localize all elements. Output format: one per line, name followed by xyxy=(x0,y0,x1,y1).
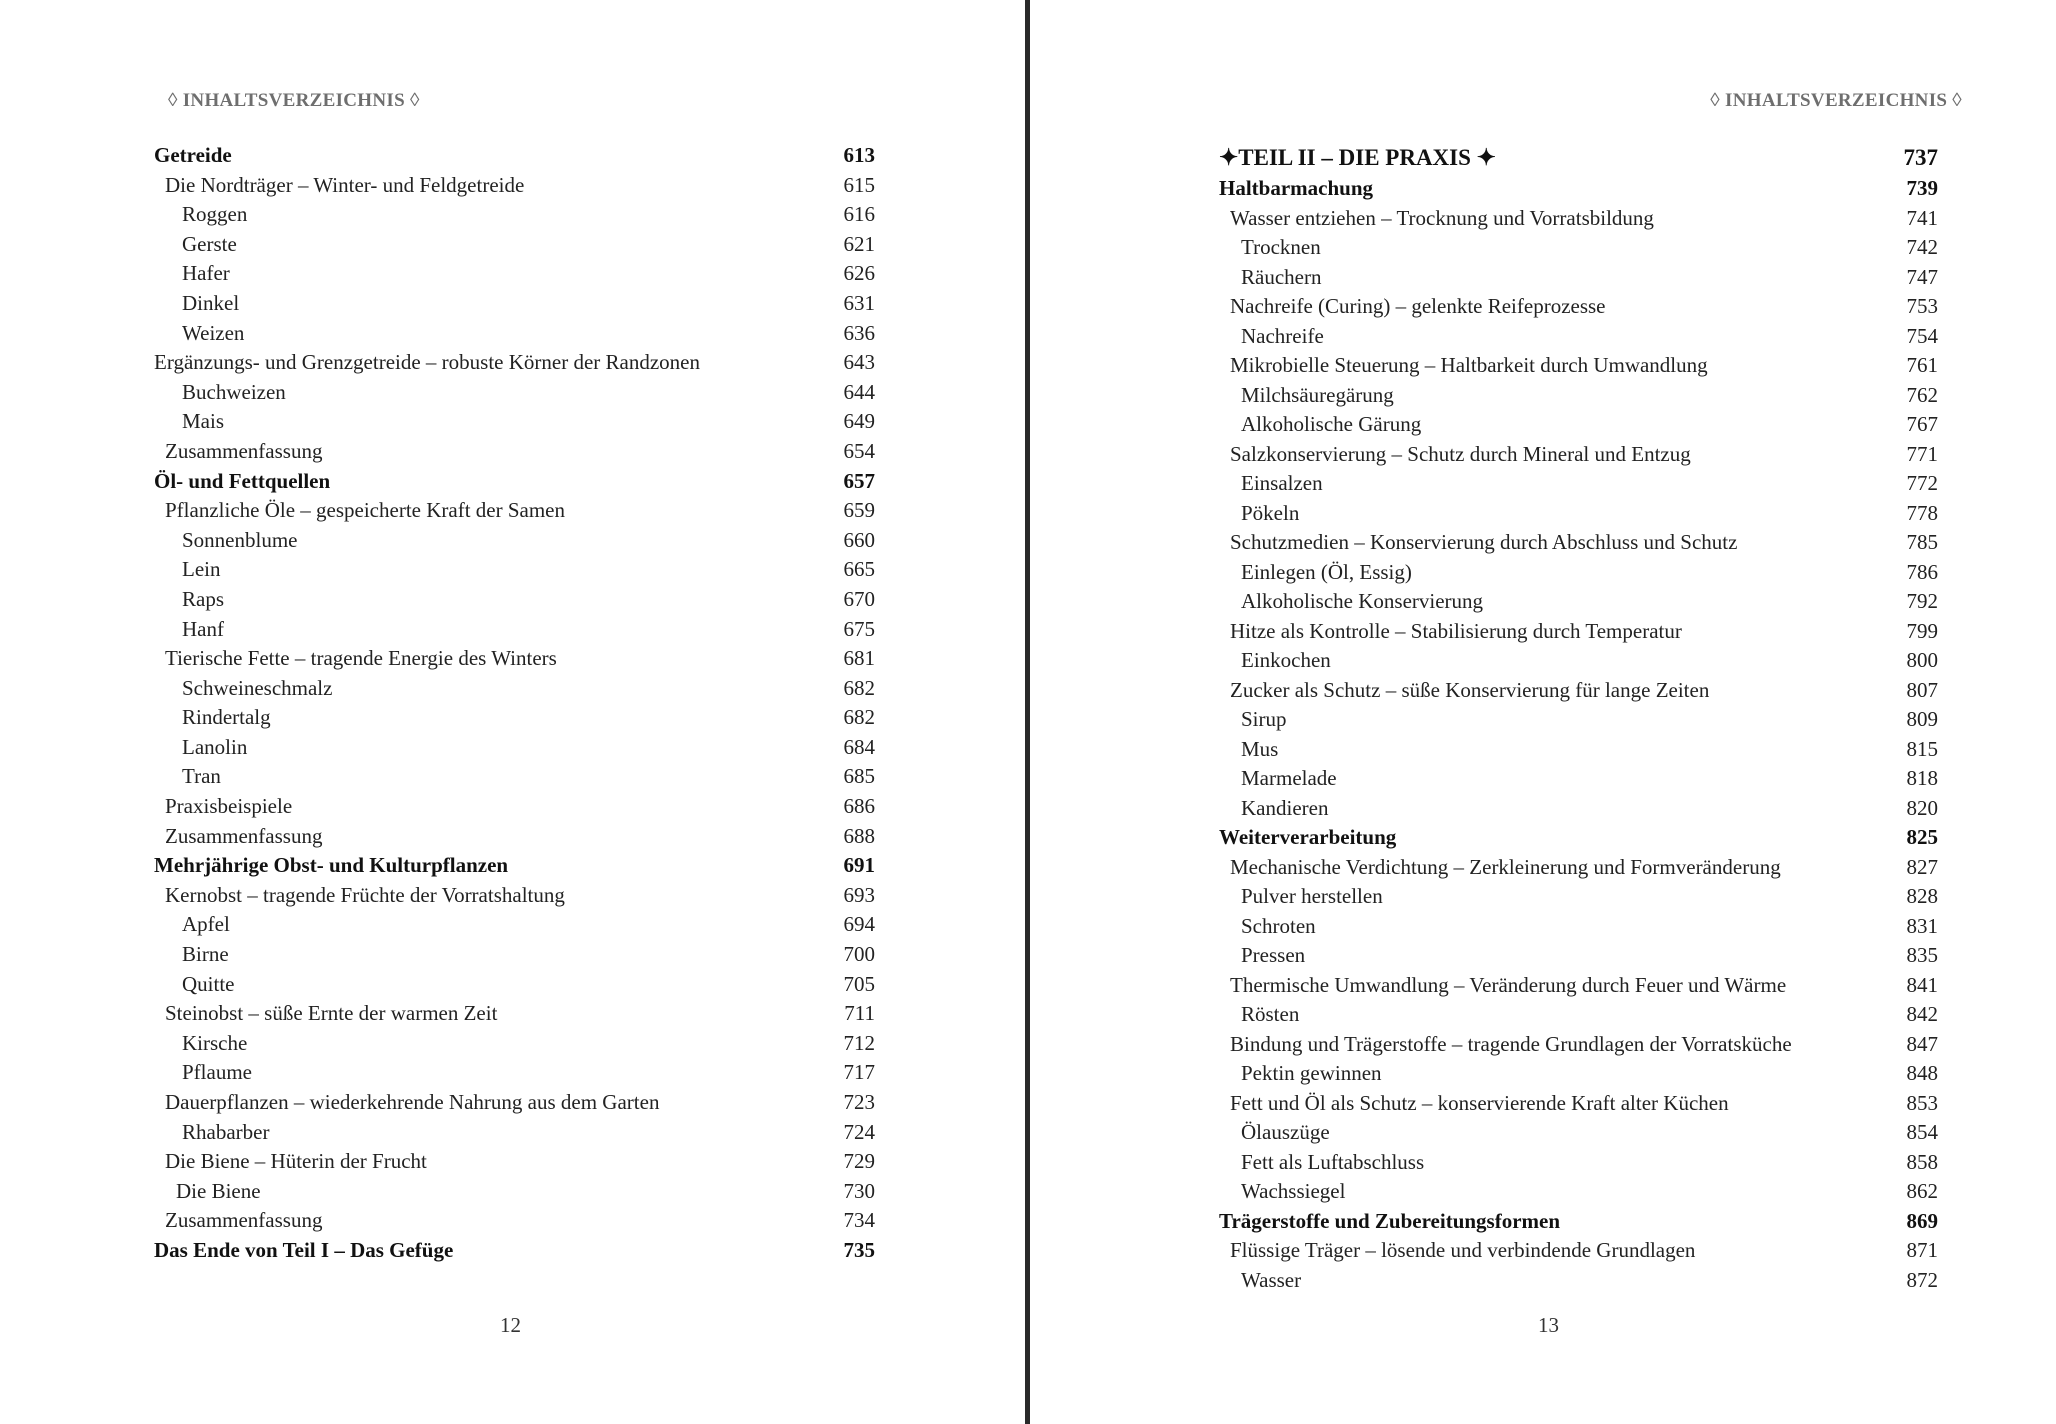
toc-entry-title: Hanf xyxy=(182,616,224,641)
toc-entry[interactable] xyxy=(1219,971,1938,1001)
toc-entry-title: Rhabarber xyxy=(182,1119,270,1144)
toc-entry-page: 754 xyxy=(1906,323,1938,348)
toc-entry[interactable] xyxy=(154,851,875,881)
toc-entry-page: 842 xyxy=(1906,1002,1938,1026)
toc-entry[interactable] xyxy=(1219,1089,1938,1119)
toc-entry[interactable] xyxy=(154,1118,875,1148)
toc-entry-page: 700 xyxy=(843,942,875,967)
toc-entry[interactable] xyxy=(154,1147,875,1177)
toc-entry[interactable] xyxy=(154,141,875,171)
toc-entry[interactable] xyxy=(1219,1236,1938,1266)
toc-entry[interactable] xyxy=(1219,469,1938,499)
toc-entry-page: 734 xyxy=(843,1208,875,1233)
toc-entry[interactable] xyxy=(154,674,875,704)
toc-entry-title: Zusammenfassung xyxy=(165,1208,323,1233)
toc-entry-page: 682 xyxy=(843,675,875,700)
toc-entry-page: 717 xyxy=(843,1060,875,1085)
toc-entry-title: Gerste xyxy=(182,231,237,256)
toc-entry[interactable] xyxy=(154,526,875,556)
toc-entry[interactable] xyxy=(154,230,875,260)
toc-entry-page: 643 xyxy=(843,350,875,375)
toc-entry-title: Trägerstoffe und Zubereitungsformen xyxy=(1219,1208,1561,1233)
toc-entry[interactable] xyxy=(154,1236,875,1266)
toc-entry-page: 792 xyxy=(1906,589,1938,613)
toc-entry[interactable] xyxy=(1219,764,1938,794)
toc-entry-title: Sonnenblume xyxy=(182,527,298,552)
toc-entry-title: Rösten xyxy=(1241,1002,1300,1026)
toc-entry-page: 835 xyxy=(1906,943,1938,967)
toc-entry-title: Fett als Luftabschluss xyxy=(1241,1149,1425,1174)
toc-entry-page: 854 xyxy=(1906,1120,1938,1144)
toc-entry-title: Wasser entziehen – Trocknung und Vorratsbildung xyxy=(1230,205,1654,230)
toc-entry-title: Trocknen xyxy=(1241,235,1321,259)
toc-entry-page: 631 xyxy=(843,290,875,315)
toc-entry[interactable] xyxy=(154,940,875,970)
toc-entry-title: Sirup xyxy=(1241,707,1287,731)
toc-entry-title: Getreide xyxy=(154,143,232,167)
toc-entry[interactable] xyxy=(154,259,875,289)
toc-entry-title: Die Nordträger – Winter- und Feldgetreide xyxy=(165,172,525,197)
toc-entry-title: Weizen xyxy=(182,320,245,345)
toc-entry[interactable] xyxy=(154,585,875,615)
toc-entry-title: Weiterverarbeitung xyxy=(1219,825,1397,849)
toc-entry-page: 670 xyxy=(843,586,875,611)
toc-entry-page: 831 xyxy=(1906,913,1938,938)
toc-entry-title: Wasser xyxy=(1241,1267,1302,1292)
toc-entry-page: 694 xyxy=(843,912,875,937)
toc-entry-page: 684 xyxy=(843,734,875,759)
toc-entry[interactable] xyxy=(1219,676,1938,706)
toc-entry[interactable] xyxy=(1219,735,1938,765)
toc-entry-title: Schroten xyxy=(1241,913,1316,938)
toc-entry-page: 785 xyxy=(1906,530,1938,554)
toc-entry-page: 818 xyxy=(1906,766,1938,790)
toc-entry[interactable] xyxy=(154,910,875,940)
toc-entry-title: Alkoholische Gärung xyxy=(1241,412,1422,436)
toc-entry-page: 675 xyxy=(843,616,875,641)
toc-entry-title: Lanolin xyxy=(182,734,248,759)
toc-entry-page: 711 xyxy=(844,1001,875,1026)
toc-entry-title: Zusammenfassung xyxy=(165,823,323,848)
toc-entry-page: 615 xyxy=(843,172,875,197)
toc-entry-title: Thermische Umwandlung – Veränderung durch Feuer und Wärme xyxy=(1230,972,1787,997)
toc-entry-title: Tran xyxy=(182,764,221,789)
toc-entry-title: Einlegen (Öl, Essig) xyxy=(1241,559,1412,584)
toc-entry-title: Lein xyxy=(182,557,221,582)
toc-entry-title: Dinkel xyxy=(182,290,240,315)
toc-entry-page: 730 xyxy=(843,1178,875,1203)
toc-entry-title: Ölauszüge xyxy=(1241,1120,1330,1144)
toc-entry-title: Pektin gewinnen xyxy=(1241,1061,1382,1085)
toc-entry-page: 636 xyxy=(843,320,875,345)
toc-entry-page: 685 xyxy=(843,764,875,789)
book-gutter-divider xyxy=(1025,0,1030,1424)
toc-entry-page: 872 xyxy=(1906,1267,1938,1292)
toc-entry-page: 771 xyxy=(1906,441,1938,466)
toc-entry-title: Pökeln xyxy=(1241,500,1300,525)
toc-entry-title: Salzkonservierung – Schutz durch Mineral und Entzug xyxy=(1230,441,1691,466)
toc-entry-page: 741 xyxy=(1906,205,1938,230)
toc-entry-page: 613 xyxy=(843,143,875,167)
toc-entry[interactable] xyxy=(1219,794,1938,824)
toc-entry[interactable] xyxy=(154,703,875,733)
toc-entry-title: Ergänzungs- und Grenzgetreide – robuste Körner der Randzonen xyxy=(154,350,700,375)
toc-entry-page: 693 xyxy=(843,882,875,907)
toc-entry[interactable] xyxy=(1219,646,1938,676)
toc-entry-title: Kirsche xyxy=(182,1030,248,1055)
toc-entry[interactable] xyxy=(1219,587,1938,617)
toc-entry[interactable] xyxy=(1219,823,1938,853)
toc-entry[interactable] xyxy=(154,437,875,467)
toc-entry[interactable] xyxy=(1219,440,1938,470)
toc-entry-title: Roggen xyxy=(182,202,248,227)
toc-entry[interactable] xyxy=(1219,528,1938,558)
toc-entry[interactable] xyxy=(1219,705,1938,735)
toc-entry-page: 847 xyxy=(1906,1031,1938,1056)
toc-entry[interactable] xyxy=(1219,263,1938,293)
toc-entry-page: 827 xyxy=(1906,854,1938,879)
toc-entry-title: Hafer xyxy=(182,261,230,286)
toc-entry-title: Pflanzliche Öle – gespeicherte Kraft der Samen xyxy=(165,498,565,523)
toc-entry-title: Tierische Fette – tragende Energie des Winters xyxy=(165,646,557,671)
toc-entry-title: Praxisbeispiele xyxy=(165,794,293,819)
toc-entry-page: 747 xyxy=(1906,264,1938,289)
toc-entry-title: Apfel xyxy=(182,912,230,937)
toc-entry[interactable] xyxy=(1219,1177,1938,1207)
toc-entry[interactable] xyxy=(154,615,875,645)
toc-entry-page: 682 xyxy=(843,705,875,730)
toc-entry[interactable] xyxy=(154,319,875,349)
toc-entry-page: 871 xyxy=(1906,1238,1938,1262)
toc-entry-title: Nachreife (Curing) – gelenkte Reifeprozesse xyxy=(1230,294,1606,318)
toc-entry[interactable] xyxy=(154,200,875,230)
toc-entry-page: 724 xyxy=(843,1119,875,1144)
toc-entry-page: 862 xyxy=(1906,1179,1938,1203)
toc-entry-page: 723 xyxy=(843,1090,875,1114)
left-page xyxy=(0,0,1024,1424)
toc-list-right xyxy=(1219,141,1938,1295)
toc-entry-title: Einkochen xyxy=(1241,648,1331,672)
toc-entry[interactable] xyxy=(154,348,875,378)
toc-entry[interactable] xyxy=(1219,381,1938,411)
toc-entry[interactable] xyxy=(154,555,875,585)
toc-entry-page: 654 xyxy=(843,438,875,463)
toc-entry[interactable] xyxy=(154,792,875,822)
toc-entry-page: 649 xyxy=(843,409,875,434)
toc-entry-title: Haltbarmachung xyxy=(1219,176,1374,200)
toc-entry-title: Schweineschmalz xyxy=(182,675,333,700)
toc-entry[interactable] xyxy=(154,407,875,437)
toc-entry[interactable] xyxy=(1219,882,1938,912)
toc-entry[interactable] xyxy=(154,1029,875,1059)
toc-entry-title: Die Biene – Hüterin der Frucht xyxy=(165,1149,427,1174)
toc-entry-page: 807 xyxy=(1906,677,1938,702)
toc-entry-title: Dauerpflanzen – wiederkehrende Nahrung aus dem Garten xyxy=(165,1090,660,1114)
toc-entry[interactable] xyxy=(1219,558,1938,588)
toc-entry-title: Raps xyxy=(182,586,224,611)
toc-entry[interactable] xyxy=(154,496,875,526)
toc-entry-page: 858 xyxy=(1906,1149,1938,1174)
toc-entry-page: 761 xyxy=(1906,353,1938,377)
toc-entry-title: Steinobst – süße Ernte der warmen Zeit xyxy=(165,1001,498,1026)
toc-entry[interactable] xyxy=(154,1177,875,1207)
toc-entry-page: 841 xyxy=(1906,972,1938,997)
toc-entry-title: Öl- und Fettquellen xyxy=(154,468,331,493)
toc-entry-page: 737 xyxy=(1903,145,1938,170)
toc-entry[interactable] xyxy=(154,999,875,1029)
toc-entry-title: Zusammenfassung xyxy=(165,438,323,463)
toc-entry[interactable] xyxy=(1219,292,1938,322)
toc-entry-page: 626 xyxy=(843,261,875,286)
toc-entry-page: 686 xyxy=(843,794,875,819)
toc-entry-page: 762 xyxy=(1906,382,1938,407)
toc-entry-title: Zucker als Schutz – süße Konservierung für lange Zeiten xyxy=(1230,677,1710,702)
page-number-left: 12 xyxy=(500,1313,521,1337)
toc-entry[interactable] xyxy=(1219,233,1938,263)
toc-entry[interactable] xyxy=(154,1058,875,1088)
toc-entry-page: 820 xyxy=(1906,795,1938,820)
toc-entry[interactable] xyxy=(1219,174,1938,204)
toc-entry-page: 778 xyxy=(1906,500,1938,525)
toc-entry-title: Quitte xyxy=(182,971,235,996)
toc-entry-title: Kandieren xyxy=(1241,795,1329,820)
toc-entry-title: Bindung und Trägerstoffe – tragende Grundlagen der Vorratsküche xyxy=(1230,1031,1792,1056)
toc-entry[interactable] xyxy=(154,378,875,408)
toc-entry[interactable] xyxy=(1219,617,1938,647)
toc-entry[interactable] xyxy=(1219,1266,1938,1296)
toc-entry-title: Das Ende von Teil I – Das Gefüge xyxy=(154,1237,454,1262)
toc-entry-title: Flüssige Träger – lösende und verbindende Grundlagen xyxy=(1230,1238,1696,1262)
toc-entry-title: Wachssiegel xyxy=(1241,1179,1346,1203)
toc-entry-page: 712 xyxy=(843,1030,875,1055)
toc-entry-title: Mechanische Verdichtung – Zerkleinerung und Formveränderung xyxy=(1230,854,1781,879)
toc-entry[interactable] xyxy=(154,970,875,1000)
toc-entry-title: Hitze als Kontrolle – Stabilisierung durch Temperatur xyxy=(1230,618,1682,643)
toc-entry-title: Rindertalg xyxy=(182,705,271,730)
toc-entry[interactable] xyxy=(154,733,875,763)
toc-entry-page: 825 xyxy=(1906,825,1938,849)
toc-entry-page: 753 xyxy=(1906,294,1938,318)
toc-entry-page: 767 xyxy=(1906,412,1938,436)
toc-entry[interactable] xyxy=(1219,912,1938,942)
toc-entry-title: Milchsäuregärung xyxy=(1241,382,1394,407)
toc-entry-title: Mikrobielle Steuerung – Haltbarkeit durch Umwandlung xyxy=(1230,353,1708,377)
toc-entry-page: 681 xyxy=(843,646,875,671)
toc-entry-title: Pulver herstellen xyxy=(1241,884,1383,908)
toc-entry-page: 621 xyxy=(843,231,875,256)
toc-entry-page: 815 xyxy=(1906,736,1938,761)
toc-entry-title: Nachreife xyxy=(1241,323,1324,348)
toc-entry[interactable] xyxy=(154,644,875,674)
toc-entry-title: Pressen xyxy=(1241,943,1306,967)
right-page xyxy=(1031,0,2056,1424)
toc-entry-title: Die Biene xyxy=(176,1178,261,1203)
toc-entry-title: Birne xyxy=(182,942,229,967)
toc-entry[interactable] xyxy=(1219,1059,1938,1089)
toc-entry[interactable] xyxy=(1219,1030,1938,1060)
toc-entry[interactable] xyxy=(1219,141,1938,174)
toc-entry-title: Pflaume xyxy=(182,1060,252,1085)
toc-entry-page: 659 xyxy=(843,498,875,523)
toc-entry-page: 665 xyxy=(843,557,875,582)
toc-entry-title: Buchweizen xyxy=(182,379,286,404)
toc-entry-title: Fett und Öl als Schutz – konservierende Kraft alter Küchen xyxy=(1230,1090,1729,1115)
toc-entry-title: Mus xyxy=(1241,736,1279,761)
toc-entry-title: Räuchern xyxy=(1241,264,1322,289)
toc-entry-page: 729 xyxy=(843,1149,875,1174)
toc-entry-title: Schutzmedien – Konservierung durch Abschluss und Schutz xyxy=(1230,530,1738,554)
toc-entry-page: 786 xyxy=(1906,559,1938,584)
toc-entry-page: 869 xyxy=(1906,1208,1938,1233)
toc-entry[interactable] xyxy=(1219,941,1938,971)
toc-entry[interactable] xyxy=(1219,351,1938,381)
toc-entry-page: 739 xyxy=(1906,176,1938,200)
toc-entry-page: 772 xyxy=(1906,471,1938,495)
toc-entry-title: Alkoholische Konservierung xyxy=(1241,589,1484,613)
toc-entry[interactable] xyxy=(1219,853,1938,883)
toc-entry[interactable] xyxy=(154,1088,875,1118)
toc-entry-page: 828 xyxy=(1906,884,1938,908)
toc-entry[interactable] xyxy=(154,822,875,852)
toc-list-left xyxy=(154,141,875,1266)
toc-entry[interactable] xyxy=(1219,410,1938,440)
toc-entry[interactable] xyxy=(1219,322,1938,352)
toc-entry[interactable] xyxy=(154,467,875,497)
toc-entry-page: 660 xyxy=(843,527,875,552)
toc-entry[interactable] xyxy=(1219,1148,1938,1178)
toc-entry[interactable] xyxy=(154,171,875,201)
toc-entry[interactable] xyxy=(154,762,875,792)
toc-entry[interactable] xyxy=(154,289,875,319)
toc-entry[interactable] xyxy=(1219,1118,1938,1148)
toc-entry-page: 657 xyxy=(843,468,875,493)
toc-entry[interactable] xyxy=(1219,499,1938,529)
toc-entry-title: ✦TEIL II – DIE PRAXIS ✦ xyxy=(1219,145,1496,170)
toc-entry-title: Mehrjährige Obst- und Kulturpflanzen xyxy=(154,853,509,878)
toc-entry-title: Mais xyxy=(182,409,224,434)
toc-entry[interactable] xyxy=(1219,1207,1938,1237)
toc-entry[interactable] xyxy=(1219,204,1938,234)
running-header-left: ◊ INHALTSVERZEICHNIS ◊ xyxy=(168,90,420,111)
running-header-right: ◊ INHALTSVERZEICHNIS ◊ xyxy=(1710,90,1962,111)
toc-entry-title: Einsalzen xyxy=(1241,471,1323,495)
toc-entry-page: 616 xyxy=(843,202,875,227)
toc-entry-page: 742 xyxy=(1906,235,1938,259)
toc-entry-page: 800 xyxy=(1906,648,1938,672)
toc-entry-page: 691 xyxy=(843,853,875,878)
toc-entry-title: Kernobst – tragende Früchte der Vorratshaltung xyxy=(165,882,565,907)
toc-entry[interactable] xyxy=(1219,1000,1938,1030)
toc-entry-title: Marmelade xyxy=(1241,766,1337,790)
toc-entry[interactable] xyxy=(154,1206,875,1236)
toc-entry-page: 809 xyxy=(1906,707,1938,731)
toc-entry-page: 735 xyxy=(843,1237,875,1262)
toc-entry-page: 799 xyxy=(1906,618,1938,643)
toc-entry[interactable] xyxy=(154,881,875,911)
toc-entry-page: 848 xyxy=(1906,1061,1938,1085)
toc-entry-page: 853 xyxy=(1906,1090,1938,1115)
toc-entry-page: 644 xyxy=(843,379,875,404)
page-number-right: 13 xyxy=(1538,1313,1559,1337)
toc-entry-page: 688 xyxy=(843,823,875,848)
toc-entry-page: 705 xyxy=(843,971,875,996)
